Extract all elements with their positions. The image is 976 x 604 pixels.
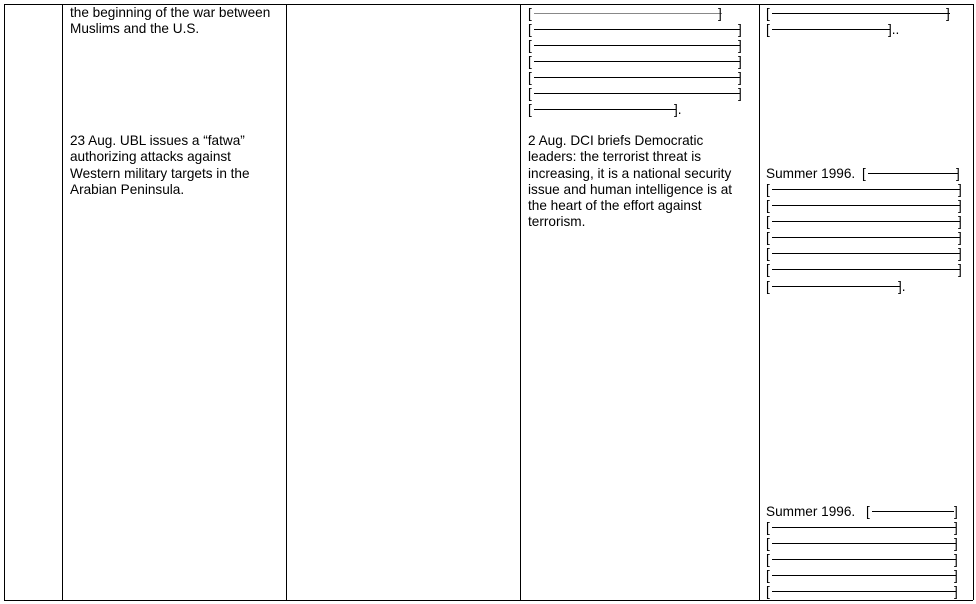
col5-s1-redaction-line-6: [ ] (766, 246, 962, 261)
col4-redaction-line-1: [ ] (528, 6, 722, 21)
col5-s1-redaction-line-8: [ ]. (766, 279, 906, 294)
col5-s2-redaction-line-2: [ ] (766, 520, 958, 535)
col5-s2-redaction-line-3: [ ] (766, 536, 958, 551)
col5-s1-redaction-line-3: [ ] (766, 198, 962, 213)
col2-top-text: the beginning of the war between Muslims and the U.S. (70, 5, 271, 37)
col5-s2-redaction-line-1: [ ] (866, 504, 958, 519)
col5-s1-redaction-line-7: [ ] (766, 262, 962, 277)
table-bottom-border (4, 600, 973, 601)
col4-entry-text: 2 Aug. DCI briefs Democratic leaders: the terrorist threat is increasing, it is a national security issue and human intelligence is at the heart of the effort against terrorism. (528, 133, 733, 230)
col4-redaction-line-4: [ ] (528, 54, 742, 69)
col2-entry-text: 23 Aug. UBL issues a “fatwa” authorizing attacks against Western military targets in the Arabian Peninsula. (70, 133, 250, 197)
column-divider-3 (286, 4, 287, 600)
col5-summer-2-label: Summer 1996. (766, 504, 856, 519)
col4-redaction-line-5: [ ] (528, 70, 742, 85)
col5-redaction-line-2: [ ].. (766, 22, 900, 37)
column-divider-4 (520, 4, 521, 600)
col5-s1-redaction-line-2: [ ] (766, 182, 962, 197)
col5-s1-redaction-line-4: [ ] (766, 214, 962, 229)
column-divider-5 (759, 4, 760, 600)
col5-redaction-line-1: [ ] (766, 6, 950, 21)
column-divider-6 (973, 4, 974, 600)
col5-s1-redaction-line-1: [ ] (862, 166, 960, 181)
col4-redaction-line-2: [ ] (528, 22, 742, 37)
col4-redaction-line-3: [ ] (528, 38, 742, 53)
col5-s2-redaction-line-4: [ ] (766, 552, 958, 567)
col5-s1-redaction-line-5: [ ] (766, 230, 962, 245)
col4-redaction-line-7: [ ]. (528, 102, 682, 117)
col5-s2-redaction-line-6: [ ] (766, 584, 958, 599)
column-divider-2 (62, 4, 63, 600)
col4-redaction-line-6: [ ] (528, 86, 742, 101)
column-divider-1 (4, 4, 5, 600)
col5-s2-redaction-line-5: [ ] (766, 568, 958, 583)
col5-summer-1-label: Summer 1996. (766, 166, 856, 181)
